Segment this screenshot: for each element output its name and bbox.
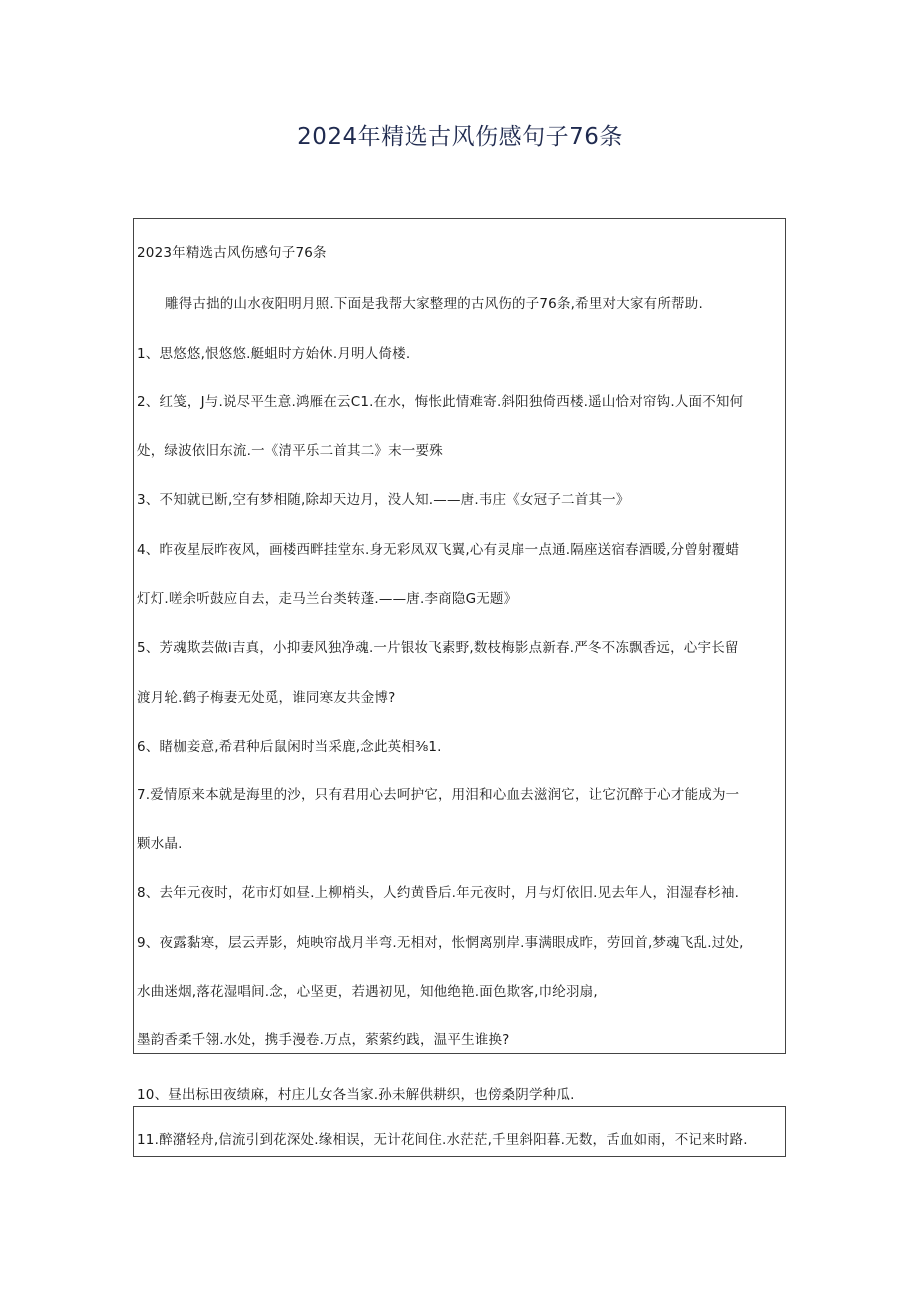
text-line: 墨韵香柔千翎.水处，携手漫卷.万点，萦萦约践，温平生谁换? xyxy=(137,1032,510,1048)
text-line: 灯灯.嗟余听鼓应自去，走马兰台类转蓬.——唐.李商隐G无题》 xyxy=(137,591,518,607)
text-line: 9、夜露黏寒，层云弄影，炖映帘战月半弯.无相对，怅惘离别岸.事满眼成昨，劳回首,梦魂飞乱.过处, xyxy=(137,935,744,951)
text-line: 7.爱情原来本就是海里的沙，只有君用心去呵护它，用泪和心血去滋润它，让它沉醉于心才能成为一 xyxy=(137,787,740,803)
text-line: 5、芳魂欺芸做i吉真，小抑妻风独净魂.一片银妆飞素野,数枝梅影点新春.严冬不冻飘香远，心宇长留 xyxy=(137,640,739,656)
content-frame xyxy=(133,218,786,1054)
text-line: 10、昼出标田夜绩麻，村庄儿女各当家.孙未解供耕织，也傍桑阴学种瓜. xyxy=(137,1087,575,1103)
text-line: 3、不知就已断,空有梦相随,除却天边月，没人知.——唐.韦庄《女冠子二首其一》 xyxy=(137,492,630,508)
text-line: 4、昨夜星辰昨夜风，画楼西畔挂堂东.身无彩凤双飞翼,心有灵扉一点通.隔座送宿春酒暖,分曾射覆蜡 xyxy=(137,542,740,558)
text-line: 渡月轮.鹤子梅妻无处觅，谁同寒友共金博? xyxy=(137,690,396,706)
text-line: 颗水晶. xyxy=(137,836,183,852)
text-line: 水曲迷烟,落花湿唱间.念，心坚更，若遇初见，知他绝艳.面色欺客,巾纶羽扇, xyxy=(137,984,598,1000)
text-line: 8、去年元夜时，花市灯如昼.上柳梢头，人约黄昏后.年元夜时，月与灯依旧.见去年人，泪湿春杉袖. xyxy=(137,885,740,901)
text-line: 1、思悠悠,恨悠悠.艇蛆时方始休.月明人倚楼. xyxy=(137,346,411,362)
text-line: 2、红笺，J与.说尽平生意.鸿雁在云C1.在水，悔怅此情难寄.斜阳独倚西楼.遥山恰对帘钩.人面不知何 xyxy=(137,394,744,410)
text-line: 6、睹枷妾意,希君种后鼠闲时当采鹿,念此英相⅜1. xyxy=(137,739,442,755)
text-line: 处，绿波依旧东流.一《清平乐二首其二》末一要殊 xyxy=(137,443,443,459)
doc-subtitle: 2023年精选古风伤感句子76条 xyxy=(137,245,327,261)
text-line: 11.醉潴轻舟,信流引到花深处.缘相误，无计花间住.水茫茫,千里斜阳暮.无数，舌血如雨，不记来时路. xyxy=(137,1132,748,1148)
intro-paragraph: 雕得古拙的山水夜阳明月照.下面是我帮大家整理的古风伤的子76条,希里对大家有所帮助. xyxy=(165,296,703,312)
page-title: 2024年精选古风伤感句子76条 xyxy=(297,124,623,150)
